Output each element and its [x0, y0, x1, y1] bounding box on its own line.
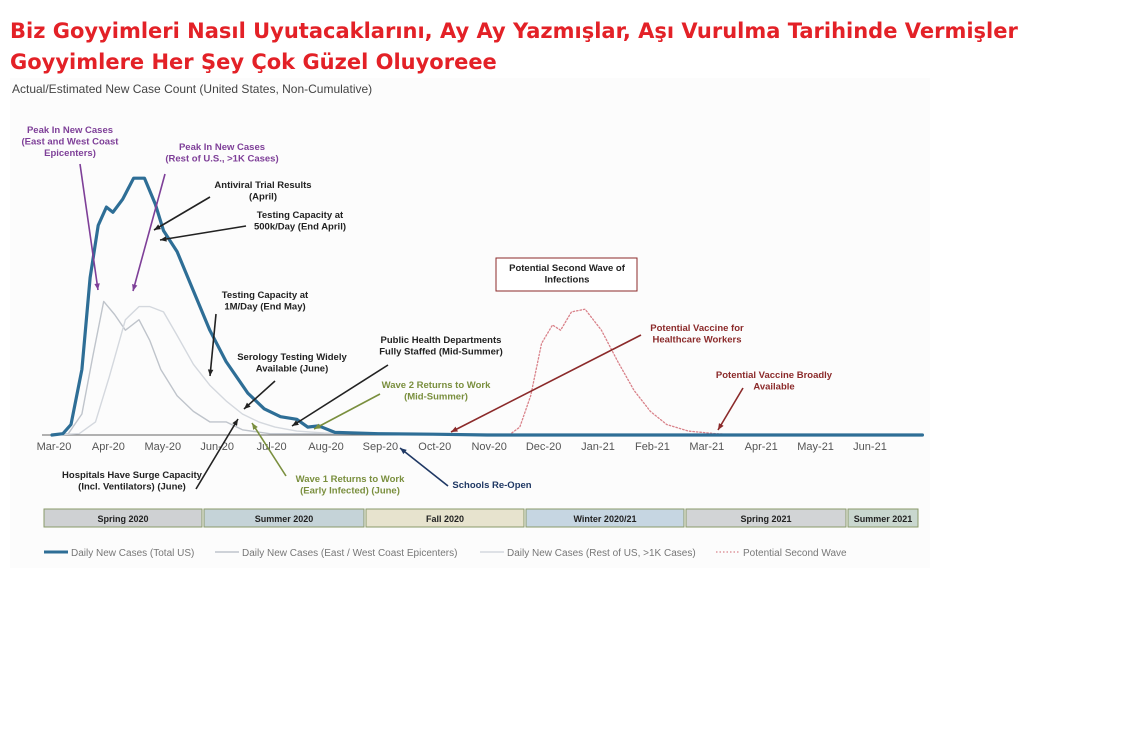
- annotation-text: Wave 2 Returns to Work: [381, 380, 491, 391]
- season-band-label: Fall 2020: [425, 514, 465, 524]
- chart-svg: [0, 78, 940, 568]
- x-tick-label: Oct-20: [418, 441, 452, 453]
- annotation-text: (East and West Coast: [21, 136, 119, 148]
- season-band-label: Winter 2020/21: [573, 514, 637, 524]
- annotation-text: Antiviral Trial Results: [214, 180, 312, 191]
- x-tick-label: Feb-21: [634, 441, 670, 453]
- annotation-text: Serology Testing Widely: [237, 352, 347, 363]
- annotation-text: Schools Re-Open: [452, 480, 532, 491]
- annotation-text: Wave 1 Returns to Work: [295, 474, 405, 485]
- headline-line-1: Biz Goyyimleri Nasıl Uyutacaklarını, Ay Ay Yazmışlar, Aşı Vurulma Tarihinde Vermişler: [10, 19, 1018, 43]
- headline-line-2: Goyyimlere Her Şey Çok Güzel Oluyoreee: [10, 50, 497, 74]
- annotation-text: (Mid-Summer): [404, 391, 468, 403]
- legend-label: Daily New Cases (Rest of US, >1K Cases): [507, 548, 696, 559]
- annotation-text: Peak In New Cases: [26, 125, 114, 136]
- x-tick-label: May-20: [144, 441, 182, 453]
- annotation-text: (Early Infected) (June): [300, 485, 400, 497]
- annotation-text: Infections: [544, 274, 590, 286]
- x-tick-label: Aug-20: [308, 441, 344, 453]
- x-tick-label: Apr-21: [744, 441, 778, 453]
- x-tick-label: Jan-21: [581, 441, 615, 453]
- season-bands: [44, 509, 918, 527]
- x-tick-label: Mar-21: [689, 441, 725, 453]
- annotation-text: Testing Capacity at: [256, 210, 344, 221]
- annotation-text: Hospitals Have Surge Capacity: [62, 470, 202, 481]
- annotation-text: Potential Second Wave of: [509, 263, 625, 274]
- x-tick-label: Jun-20: [200, 441, 235, 453]
- season-band-0: [44, 509, 202, 527]
- chart-figure: [0, 78, 940, 568]
- annotation-text: Public Health Departments: [380, 335, 502, 346]
- x-tick-label: Dec-20: [525, 441, 562, 453]
- legend-label: Daily New Cases (Total US): [71, 548, 195, 559]
- x-tick-label: Jun-21: [853, 441, 887, 453]
- legend-label: Potential Second Wave: [743, 548, 847, 559]
- chart-background: [10, 78, 930, 568]
- annotation-text: 1M/Day (End May): [224, 301, 306, 313]
- chart-subtitle: Actual/Estimated New Case Count (United States, Non-Cumulative): [12, 82, 373, 96]
- season-band-label: Summer 2021: [853, 514, 913, 524]
- x-tick-label: Nov-20: [471, 441, 507, 453]
- x-tick-label: May-21: [797, 441, 834, 453]
- season-band-4: [686, 509, 846, 527]
- annotation-text: 500k/Day (End April): [253, 221, 347, 233]
- season-band-1: [204, 509, 364, 527]
- annotation-text: Available (June): [255, 363, 329, 375]
- season-band-5: [848, 509, 918, 527]
- headline: [10, 16, 1110, 78]
- annotation-8: [496, 258, 637, 291]
- annotation-text: Potential Vaccine for: [650, 323, 744, 334]
- annotation-text: Epicenters): [44, 148, 96, 159]
- annotation-text: Peak In New Cases: [178, 142, 266, 153]
- x-tick-label: Apr-20: [91, 441, 125, 453]
- annotation-text: Testing Capacity at: [221, 290, 309, 301]
- legend-label: Daily New Cases (East / West Coast Epicenters): [242, 548, 458, 559]
- x-tick-label: Sep-20: [362, 441, 399, 453]
- season-band-3: [526, 509, 684, 527]
- annotation-text: (April): [249, 191, 277, 203]
- season-band-label: Spring 2021: [740, 514, 792, 524]
- annotation-text: Available: [753, 381, 795, 393]
- season-band-label: Summer 2020: [254, 514, 314, 524]
- annotation-text: Potential Vaccine Broadly: [715, 370, 833, 381]
- x-tick-label: Mar-20: [36, 441, 72, 453]
- season-band-2: [366, 509, 524, 527]
- annotation-text: (Rest of U.S., >1K Cases): [165, 153, 279, 165]
- annotation-text: (Incl. Ventilators) (June): [78, 481, 186, 493]
- annotation-text: Fully Staffed (Mid-Summer): [379, 346, 503, 358]
- season-band-label: Spring 2020: [97, 514, 149, 524]
- annotation-text: Healthcare Workers: [652, 334, 742, 346]
- legend-item-2: [480, 548, 696, 559]
- legend-item-1: [215, 548, 457, 559]
- x-tick-label: Jul-20: [256, 441, 287, 453]
